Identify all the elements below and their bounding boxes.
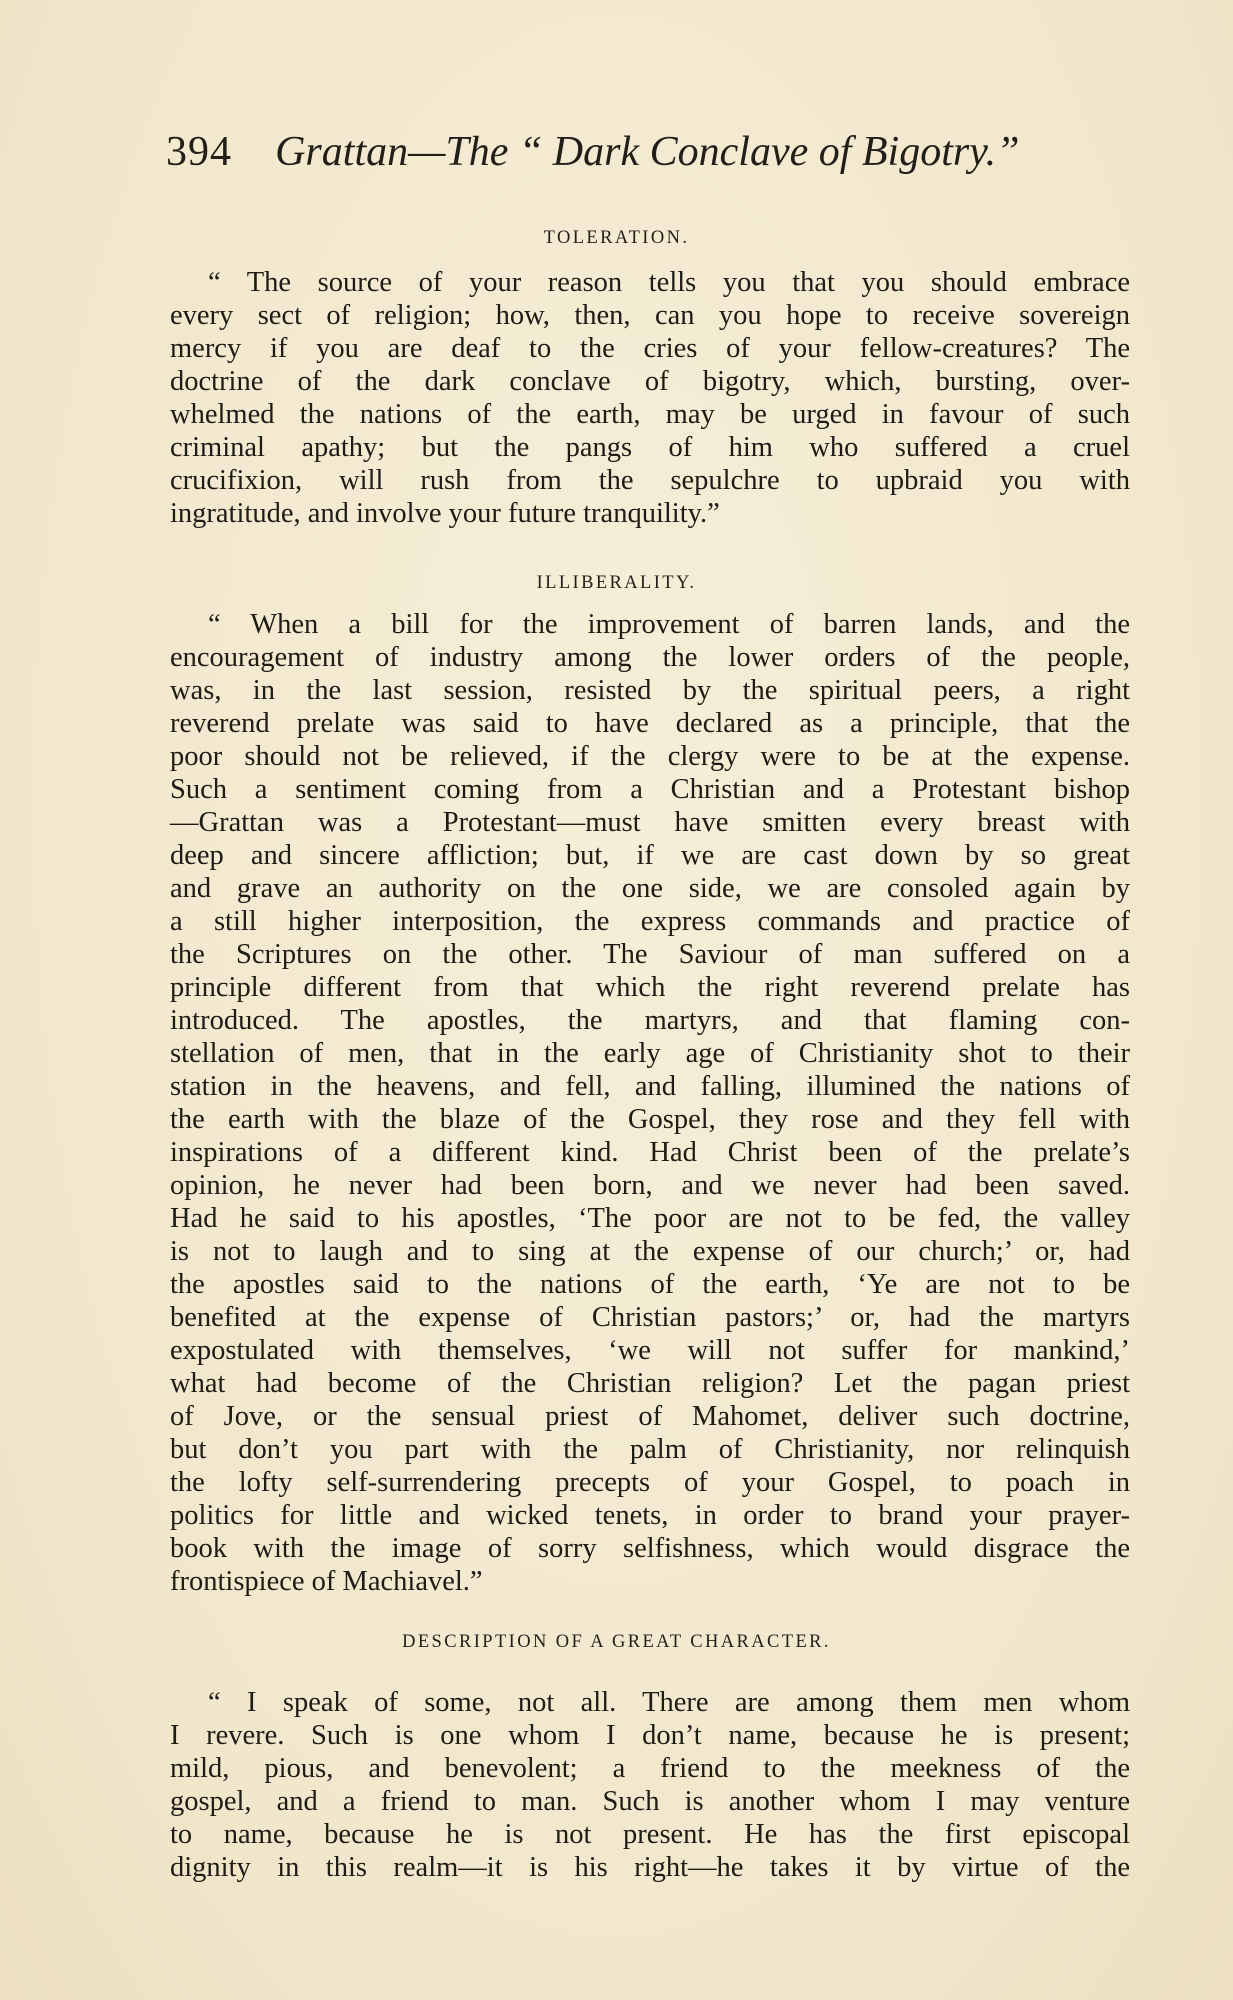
text-line: mild, pious, and benevolent; a friend to the meekness of the: [170, 1753, 1130, 1784]
text-line: expostulated with themselves, ‘we will not suffer for mankind,’: [170, 1335, 1130, 1366]
text-line: but don’t you part with the palm of Christianity, nor relinquish: [170, 1434, 1130, 1465]
text-line: book with the image of sorry selfishness, which would disgrace the: [170, 1533, 1130, 1564]
text-line: the Scriptures on the other. The Saviour of man suffered on a: [170, 939, 1130, 970]
running-head: Grattan—The “ Dark Conclave of Bigotry.”: [275, 129, 1020, 175]
text-line: reverend prelate was said to have declared as a principle, that the: [170, 708, 1130, 739]
text-line: crucifixion, will rush from the sepulchre to upbraid you with: [170, 465, 1130, 496]
section-heading-toleration: TOLERATION.: [543, 228, 690, 248]
text-line: “ When a bill for the improvement of barren lands, and the: [208, 609, 1130, 640]
text-line: politics for little and wicked tenets, in order to brand your prayer-: [170, 1500, 1130, 1531]
text-line: Such a sentiment coming from a Christian and a Protestant bishop: [170, 774, 1130, 805]
text-line: frontispiece of Machiavel.”: [170, 1566, 483, 1597]
text-line: a still higher interposition, the express commands and practice of: [170, 906, 1130, 937]
text-line: opinion, he never had been born, and we never had been saved.: [170, 1170, 1130, 1201]
text-line: the apostles said to the nations of the earth, ‘Ye are not to be: [170, 1269, 1130, 1300]
paragraph-great-character: [170, 1686, 1130, 1884]
text-line: gospel, and a friend to man. Such is another whom I may venture: [170, 1786, 1130, 1817]
paragraph-illiberality: [170, 608, 1130, 1598]
text-line: Had he said to his apostles, ‘The poor are not to be fed, the valley: [170, 1203, 1130, 1234]
text-line: “ The source of your reason tells you that you should embrace: [208, 267, 1130, 298]
text-line: principle different from that which the right reverend prelate has: [170, 972, 1130, 1003]
text-line: mercy if you are deaf to the cries of your fellow-creatures? The: [170, 333, 1130, 364]
text-line: “ I speak of some, not all. There are among them men whom: [208, 1687, 1130, 1718]
text-line: was, in the last session, resisted by the spiritual peers, a right: [170, 675, 1130, 706]
text-line: and grave an authority on the one side, we are consoled again by: [170, 873, 1130, 904]
text-line: stellation of men, that in the early age of Christianity shot to their: [170, 1038, 1130, 1069]
page-number: 394: [166, 129, 232, 175]
text-line: criminal apathy; but the pangs of him who suffered a cruel: [170, 432, 1130, 463]
text-line: the lofty self-surrendering precepts of your Gospel, to poach in: [170, 1467, 1130, 1498]
text-line: doctrine of the dark conclave of bigotry, which, bursting, over-: [170, 366, 1130, 397]
text-line: poor should not be relieved, if the clergy were to be at the expense.: [170, 741, 1130, 772]
text-line: introduced. The apostles, the martyrs, and that flaming con-: [170, 1005, 1130, 1036]
text-line: every sect of religion; how, then, can you hope to receive sovereign: [170, 300, 1130, 331]
text-line: whelmed the nations of the earth, may be urged in favour of such: [170, 399, 1130, 430]
paragraph-toleration: [170, 266, 1130, 530]
text-line: deep and sincere affliction; but, if we are cast down by so great: [170, 840, 1130, 871]
text-line: to name, because he is not present. He has the first episcopal: [170, 1819, 1130, 1850]
text-line: is not to laugh and to sing at the expense of our church;’ or, had: [170, 1236, 1130, 1267]
text-line: what had become of the Christian religion? Let the pagan priest: [170, 1368, 1130, 1399]
text-line: —Grattan was a Protestant—must have smitten every breast with: [170, 807, 1130, 838]
text-line: station in the heavens, and fell, and falling, illumined the nations of: [170, 1071, 1130, 1102]
text-line: ingratitude, and involve your future tranquility.”: [170, 498, 720, 529]
text-line: I revere. Such is one whom I don’t name, because he is present;: [170, 1720, 1130, 1751]
text-line: dignity in this realm—it is his right—he takes it by virtue of the: [170, 1852, 1130, 1883]
text-line: the earth with the blaze of the Gospel, they rose and they fell with: [170, 1104, 1130, 1135]
text-line: encouragement of industry among the lower orders of the people,: [170, 642, 1130, 673]
text-line: of Jove, or the sensual priest of Mahomet, deliver such doctrine,: [170, 1401, 1130, 1432]
text-line: benefited at the expense of Christian pastors;’ or, had the martyrs: [170, 1302, 1130, 1333]
section-heading-illiberality: ILLIBERALITY.: [536, 573, 697, 593]
section-heading-great-character: DESCRIPTION OF A GREAT CHARACTER.: [402, 1632, 831, 1652]
text-line: inspirations of a different kind. Had Christ been of the prelate’s: [170, 1137, 1130, 1168]
page-header: [166, 128, 1106, 184]
